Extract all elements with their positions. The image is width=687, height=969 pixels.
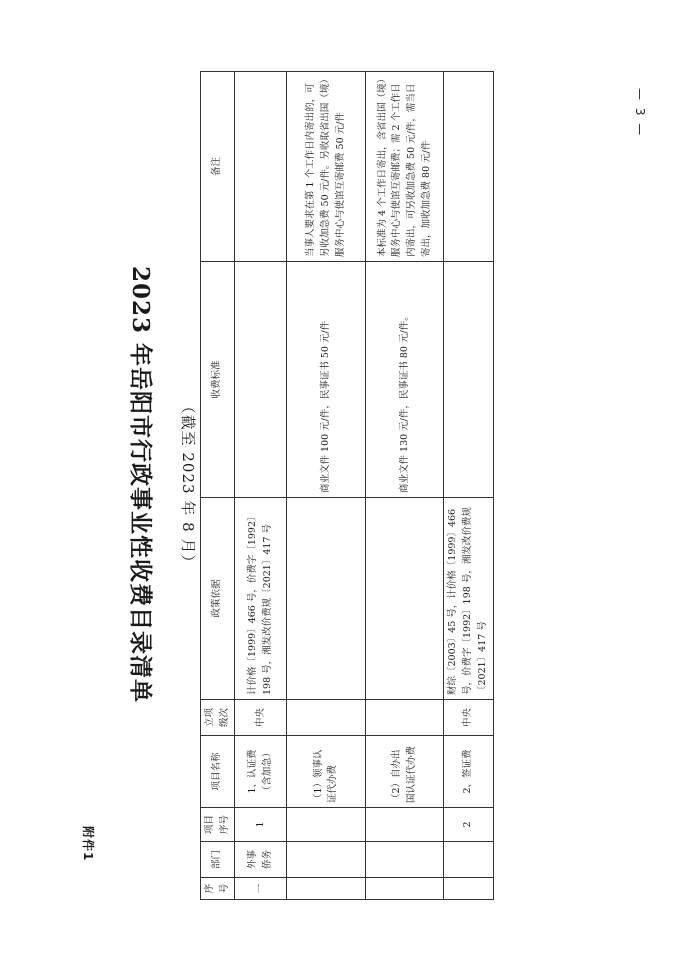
table-row [444,72,493,900]
cell-item-no [366,808,444,842]
cell-standard: 商业文件 130 元/件，民事证书 80 元/件。 [366,262,444,498]
cell-item-name: （1）领事认证代办费 [287,736,366,808]
header-remark: 备注 [201,72,235,262]
cell-policy: 计价格〔1999〕466 号，价费字〔1992〕198 号，湘发改价费规〔2021〕417 号 [235,498,287,700]
cell-level: 中央 [235,700,287,736]
fee-catalog-table [200,71,494,900]
cell-item-name: 1、认证费（含加急） [235,736,287,808]
header-level: 立项级次 [201,700,235,736]
cell-remark [235,72,287,262]
table-row [287,72,366,900]
header-standard: 收费标准 [201,262,235,498]
header-seq: 序号 [201,878,235,900]
cell-remark [444,72,493,262]
cell-item-name: （2）自办出国认证代办费 [366,736,444,808]
header-item-no: 项目序号 [201,808,235,842]
table-header-row [201,72,235,900]
header-policy: 政策依据 [201,498,235,700]
cell-standard [235,262,287,498]
cell-dept: 外事侨务 [235,842,287,878]
cell-policy: 财综〔2003〕45 号，计价格〔1999〕466 号，价费字〔1992〕198 号，湘发改价费规〔2021〕417 号 [444,498,493,700]
cell-seq: 一 [235,878,287,900]
cell-level [366,700,444,736]
table-row [235,72,287,900]
cell-level [287,700,366,736]
cell-dept [444,842,493,878]
cell-policy [287,498,366,700]
cell-remark: 当事人要求在第 1 个工作日内寄出的，可另收加急费 50 元/件。另收取省出国（境）服务中心与使馆互寄邮费 50 元/件 [287,72,366,262]
cell-remark: 本标准为 4 个工作日寄出，含省出国（境）服务中心与使馆互寄邮费；需 2 个工作日内寄出，可另收加急费 50 元/件，需当日寄出，加收加急费 80 元/件 [366,72,444,262]
cell-item-no: 2 [444,808,493,842]
cell-item-no: 1 [235,808,287,842]
page-number: — 3 — [633,88,647,138]
header-dept: 部门 [201,842,235,878]
cell-dept [287,842,366,878]
cell-seq [366,878,444,900]
cell-dept [366,842,444,878]
cell-standard [444,262,493,498]
fee-table-wrapper [200,72,491,900]
attachment-label: 附件1 [81,826,95,862]
header-item-name: 项目名称 [201,736,235,808]
cell-seq [444,878,493,900]
document-title: 2023 年岳阳市行政事业性收费目录清单 [127,265,154,704]
cell-level: 中央 [444,700,493,736]
cell-item-name: 2、签证费 [444,736,493,808]
document-subtitle: （截至 2023 年 8 月） [179,398,197,571]
cell-seq [287,878,366,900]
cell-standard: 商业文件 100 元/件，民事证书 50 元/件 [287,262,366,498]
cell-item-no [287,808,366,842]
table-row [366,72,444,900]
cell-policy [366,498,444,700]
